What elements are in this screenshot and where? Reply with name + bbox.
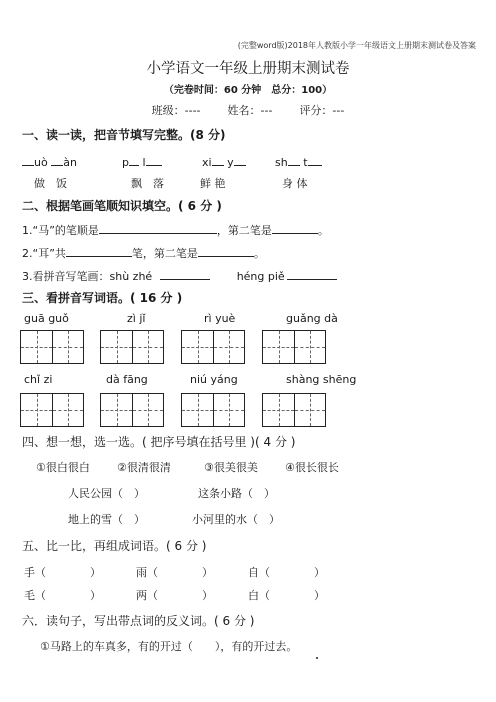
pinyin-prompt: guā guǒ bbox=[24, 312, 69, 325]
section5-heading: 五、比一比，再组成词语。( 6 分 ) bbox=[22, 539, 207, 553]
option-2: ②很清很清 bbox=[117, 461, 171, 474]
pinyin-prompt: zì jǐ bbox=[127, 312, 146, 325]
page-title: 小学语文一年级上册期末测试卷 bbox=[146, 61, 350, 77]
answer-line[interactable] bbox=[66, 244, 132, 257]
pinyin-prompt: guǎng dà bbox=[286, 312, 338, 325]
compare-item: 手（ ） bbox=[24, 566, 101, 579]
writing-grid[interactable] bbox=[20, 393, 84, 427]
compare-item: 雨（ ） bbox=[136, 566, 213, 579]
choice-item: 这条小路（ ） bbox=[198, 487, 275, 500]
question-2-3: 3.看拼音写笔画：shù zhé héng piě bbox=[22, 267, 337, 284]
pinyin-prompt: chǐ zi bbox=[24, 373, 53, 386]
section1-heading: 一、读一读，把音节填写完整。(8 分) bbox=[22, 128, 226, 142]
writing-grid[interactable] bbox=[100, 330, 164, 364]
word-1: 做 饭 bbox=[34, 177, 67, 190]
compare-item: 白（ ） bbox=[248, 589, 325, 602]
answer-line[interactable] bbox=[198, 244, 254, 257]
blank-line[interactable] bbox=[212, 153, 224, 166]
section4-heading: 四、想一想，选一选。( 把序号填在括号里 )( 4 分 ) bbox=[22, 435, 296, 449]
blank-line[interactable] bbox=[51, 153, 63, 166]
writing-grid[interactable] bbox=[181, 330, 245, 364]
question-2-2: 2.“耳”共 笔，第二笔是 。 bbox=[22, 244, 265, 261]
compare-item: 毛（ ） bbox=[24, 589, 101, 602]
blank-line[interactable] bbox=[234, 153, 246, 166]
answer-line[interactable] bbox=[272, 221, 318, 234]
blank-line[interactable] bbox=[308, 153, 322, 166]
choice-item: 小河里的水（ ） bbox=[192, 513, 280, 526]
option-1: ①很白很白 bbox=[36, 461, 90, 474]
choice-item: 地上的雪（ ） bbox=[68, 513, 145, 526]
pinyin-prompt: niú yáng bbox=[190, 373, 238, 386]
pinyin-blank-1: uò àn bbox=[22, 153, 77, 169]
pinyin-blank-4: sh t bbox=[275, 153, 322, 169]
word-4: 身 体 bbox=[282, 177, 308, 190]
student-info bbox=[0, 102, 496, 118]
writing-grid[interactable] bbox=[100, 393, 164, 427]
compare-item: 两（ ） bbox=[136, 589, 213, 602]
exam-info: （完卷时间：60 分钟 总分：100） bbox=[163, 85, 333, 96]
writing-grid[interactable] bbox=[181, 393, 245, 427]
answer-line[interactable] bbox=[287, 267, 337, 280]
blank-line[interactable] bbox=[288, 153, 300, 166]
pinyin-blank-2: p l bbox=[122, 153, 162, 169]
writing-grid[interactable] bbox=[262, 330, 326, 364]
answer-line[interactable] bbox=[99, 221, 217, 234]
section6-heading: 六．读句子，写出带点词的反义词。( 6 分 ) bbox=[22, 614, 255, 628]
option-3: ③很美很美 bbox=[204, 461, 258, 474]
name-label: 姓名：--- bbox=[227, 104, 273, 117]
header-note: (完整word版)2018年人教版小学一年级语文上册期末测试卷及答案 bbox=[237, 41, 476, 50]
section3-heading: 三、看拼音写词语。( 16 分 ) bbox=[22, 291, 183, 305]
answer-line[interactable] bbox=[160, 267, 210, 280]
pinyin-prompt: shàng shēng bbox=[286, 373, 357, 386]
word-3: 鲜 艳 bbox=[200, 177, 226, 190]
score-label: 评分：--- bbox=[299, 104, 345, 117]
word-2: 飘 落 bbox=[131, 177, 164, 190]
blank-line[interactable] bbox=[129, 153, 139, 166]
pinyin-prompt: rì yuè bbox=[204, 312, 236, 325]
writing-grid[interactable] bbox=[262, 393, 326, 427]
blank-line[interactable] bbox=[146, 153, 162, 166]
blank-line[interactable] bbox=[22, 153, 34, 166]
section2-heading: 二、根据笔画笔顺知识填空。( 6 分 ) bbox=[22, 199, 222, 213]
writing-grid[interactable] bbox=[20, 330, 84, 364]
pinyin-blank-3: xi y bbox=[202, 153, 246, 169]
pinyin-prompt: dà fāng bbox=[106, 373, 148, 386]
question-2-1: 1.“马”的笔顺是 ，第二笔是 。 bbox=[22, 221, 329, 238]
class-label: 班级：---- bbox=[151, 104, 201, 117]
compare-item: 自（ ） bbox=[248, 566, 325, 579]
sentence-1: ①马路上的车真多，有的开过（ ），有的开过去。 bbox=[40, 640, 298, 653]
choice-item: 人民公园（ ） bbox=[68, 487, 145, 500]
emphasis-dot bbox=[316, 657, 318, 659]
option-4: ④很长很长 bbox=[285, 461, 339, 474]
